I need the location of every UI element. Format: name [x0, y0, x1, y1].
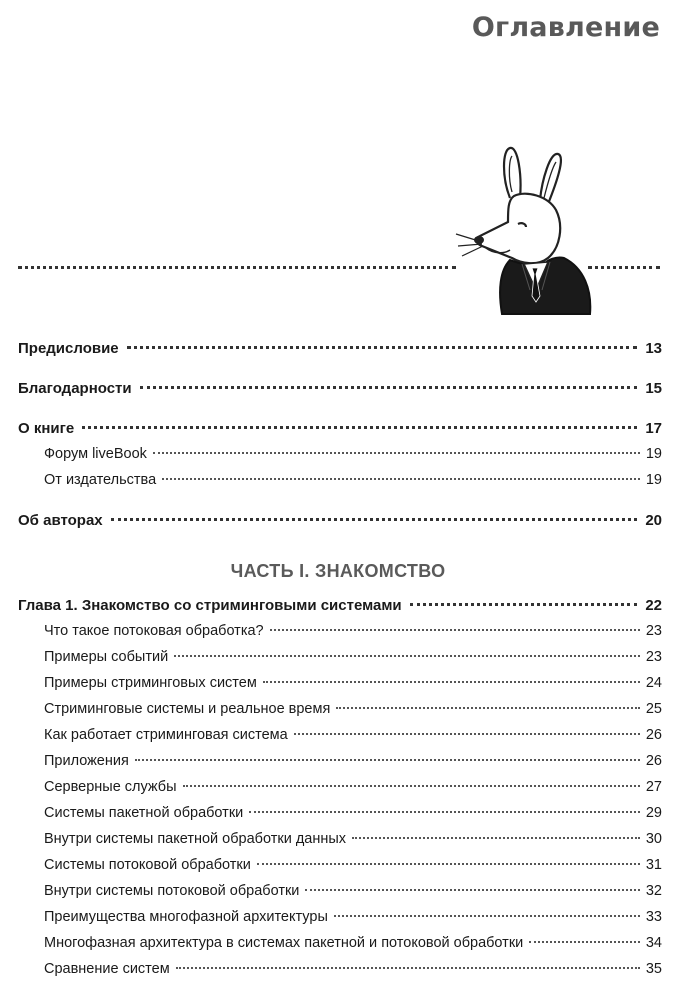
toc-entry-page: 19: [645, 446, 662, 462]
toc-entry-title: Внутри системы потоковой обработки: [44, 883, 300, 899]
toc-entry-page: 24: [645, 675, 662, 691]
toc-entry-title: Системы потоковой обработки: [44, 857, 251, 873]
toc-entry-page: 29: [645, 805, 662, 821]
toc-entry-page: 23: [645, 623, 662, 639]
part-heading: ЧАСТЬ I. ЗНАКОМСТВО: [230, 561, 446, 581]
toc-entry-section[interactable]: [44, 727, 662, 743]
dot-leader: [352, 837, 640, 839]
toc-entry-title: Глава 1. Знакомство со стриминговыми системами: [18, 597, 402, 614]
toc-entry-title: Приложения: [44, 753, 129, 769]
dot-leader: [529, 941, 640, 943]
dot-leader: [249, 811, 640, 813]
toc-entry-page: 26: [645, 727, 662, 743]
toc-entry-title: Внутри системы пакетной обработки данных: [44, 831, 347, 847]
toc-entry-section[interactable]: [44, 909, 662, 925]
dot-leader: [174, 655, 640, 657]
toc-entry-title: Преимущества многофазной архитектуры: [44, 909, 328, 925]
toc-entry-page: 15: [645, 380, 662, 397]
toc-entry-page: 27: [645, 779, 662, 795]
dot-leader: [140, 386, 638, 389]
toc-entry-section[interactable]: [44, 805, 662, 821]
toc-entry-page: 35: [645, 961, 662, 977]
toc-entry-from-publisher[interactable]: [44, 472, 662, 488]
toc-entry-title: Форум liveBook: [44, 446, 147, 462]
dot-leader: [162, 478, 640, 480]
toc-entry-title: Примеры стриминговых систем: [44, 675, 257, 691]
dot-leader: [270, 629, 640, 631]
dot-leader: [183, 785, 640, 787]
toc-entry-page: 34: [645, 935, 662, 951]
toc-entry-title: Стриминговые системы и реальное время: [44, 701, 331, 717]
dot-leader: [294, 733, 640, 735]
toc-entry-title: Сравнение систем: [44, 961, 170, 977]
toc-entry-section[interactable]: [44, 701, 662, 717]
dot-leader: [263, 681, 640, 683]
toc-entry-section[interactable]: [44, 779, 662, 795]
dot-leader: [111, 518, 638, 521]
toc-entry-section[interactable]: [44, 753, 662, 769]
dot-leader: [82, 426, 637, 429]
dot-leader: [257, 863, 640, 865]
toc-entry-about-book[interactable]: [18, 420, 662, 437]
dot-leader: [305, 889, 639, 891]
toc-entry-page: 25: [645, 701, 662, 717]
toc-entry-page: 22: [645, 597, 662, 614]
toc-entry-title: О книге: [18, 420, 75, 437]
toc-entry-title: От издательства: [44, 472, 157, 488]
dot-leader: [410, 603, 638, 606]
dot-leader: [176, 967, 640, 969]
toc-entry-title: Предисловие: [18, 340, 119, 357]
toc-entry-page: 30: [645, 831, 662, 847]
toc-entry-title: Примеры событий: [44, 649, 169, 665]
toc-entry-section[interactable]: [44, 935, 662, 951]
toc-entry-section[interactable]: [44, 831, 662, 847]
toc-entry-title: Как работает стриминговая система: [44, 727, 288, 743]
toc-entry-page: 13: [645, 340, 662, 357]
toc-entry-title: Серверные службы: [44, 779, 177, 795]
toc-entry-title: Многофазная архитектура в системах пакетной и потоковой обработки: [44, 935, 524, 951]
toc-entry-section[interactable]: [44, 649, 662, 665]
toc-entry-title: Об авторах: [18, 512, 103, 529]
dot-leader: [135, 759, 640, 761]
toc-entry-page: 31: [645, 857, 662, 873]
toc-entry-page: 19: [645, 472, 662, 488]
toc-entry-section[interactable]: [44, 675, 662, 691]
toc-entry-acknowledgements[interactable]: [18, 380, 662, 397]
toc-entry-section[interactable]: [44, 883, 662, 899]
toc-entry-page: 20: [645, 512, 662, 529]
toc-entry-livebook-forum[interactable]: [44, 446, 662, 462]
dot-leader: [336, 707, 640, 709]
toc-entry-section[interactable]: [44, 961, 662, 977]
toc-entry-title: Благодарности: [18, 380, 132, 397]
toc-entry-section[interactable]: [44, 857, 662, 873]
toc-entry-about-authors[interactable]: [18, 512, 662, 529]
dot-leader: [334, 915, 640, 917]
toc-entry-section[interactable]: [44, 623, 662, 639]
table-of-contents: [18, 0, 662, 996]
toc-entry-chapter-1[interactable]: [18, 597, 662, 614]
toc-entry-preface[interactable]: [18, 340, 662, 357]
toc-entry-page: 33: [645, 909, 662, 925]
toc-entry-page: 17: [645, 420, 662, 437]
toc-entry-title: Что такое потоковая обработка?: [44, 623, 264, 639]
dot-leader: [153, 452, 640, 454]
toc-entry-page: 26: [645, 753, 662, 769]
dot-leader: [127, 346, 638, 349]
toc-entry-page: 32: [645, 883, 662, 899]
page-title: Оглавление: [471, 12, 660, 43]
toc-entry-title: Системы пакетной обработки: [44, 805, 244, 821]
toc-entry-page: 23: [645, 649, 662, 665]
